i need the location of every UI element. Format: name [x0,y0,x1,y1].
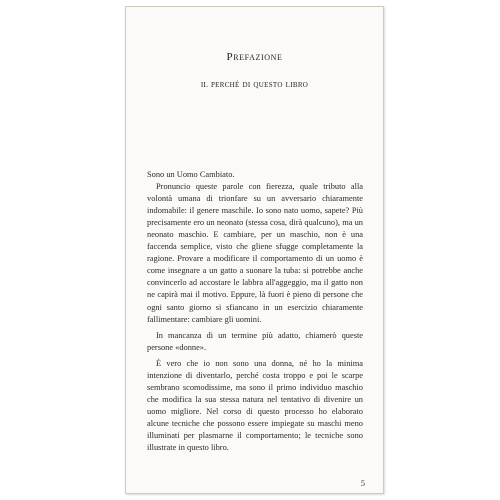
paragraph-3: In mancanza di un termine più adatto, chiamerò queste persone «donne». [147,330,363,352]
paragraph-4: È vero che io non sono una donna, né ho la minima intenzione di diventarlo, perché costa troppo e poi le scarpe sembrano scomodissime, ma sono il primo individuo maschio che modifica la sua stessa natura nel tentativo di divenire un uomo migliore. Nel corso di questo processo ho elaborato alcune tecniche che possono essere impiegate su maschi meno illuminati per plasmarne il comportamento; le tecniche sono illustrate in questo libro. [147,358,363,453]
paragraph-2: Pronuncio queste parole con fierezza, quale tributo alla volontà umana di trionfare su un avversario chiaramente indomabile: il genere maschile. Io sono nato uomo, sapete? Più precisamente ero un neonato (stessa cosa, dirà qualcuno), ma un neonato maschio. E cambiare, per un maschio, non è una faccenda semplice, visto che gliene sfugge completamente la ragione. Provare a modificare il comportamento di un uomo è come insegnare a un gatto a suonare la tuba: si potrebbe anche convincerlo ad accostare le labbra all'aggeggio, ma il gatto non ne capirà mai il motivo. Eppure, là fuori è pieno di persone che ogni santo giorno si sfiancano in un esercizio chiaramente fallimentare: cambiare gli uomini. [147,182,363,324]
chapter-title: Prefazione [226,51,283,63]
chapter-subtitle: il perché di questo libro [200,79,309,90]
book-page [125,6,384,494]
body-text [147,169,363,454]
page-number: 5 [360,478,365,488]
paragraph-1: Sono un Uomo Cambiato. [147,170,235,179]
